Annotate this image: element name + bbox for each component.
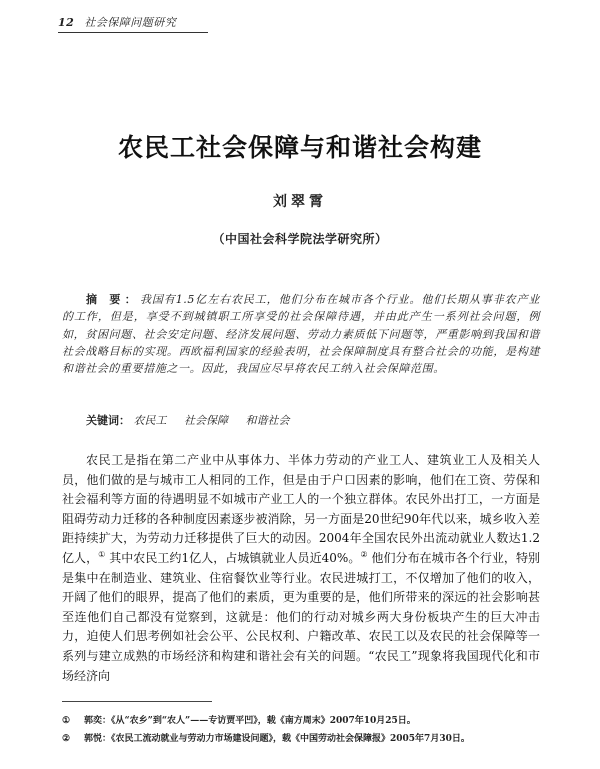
footnote [62,731,542,744]
footnote-text: 郭悦：《农民工流动就业与劳动力市场建设问题》，载《中国劳动社会保障报》2005年7月30日。 [84,734,470,744]
body-text-part1: 农民工是指在第二产业中从事体力、半体力劳动的产业工人、建筑业工人及相关人员，他们做的是与城市工人相同的工作，但是由于户口因素的影响，他们在工资、劳保和社会福利等方面的待遇明显不如城市产业工人的一个独立群体。农民外出打工，一方面是阻碍劳动力迁移的各种制度因素逐步被消除，另一方面是20世纪90年代以来，城乡收入差距持续扩大，为劳动力迁移提供了巨大的动因。2004年全国农民外出流动就业人数达1.2亿人， [62,453,540,565]
body-paragraph [62,451,540,686]
author-affiliation: （中国社会科学院法学研究所） [212,232,388,246]
keywords-label: 关键词： [86,414,130,427]
abstract [62,291,540,377]
abstract-text: 我国有1.5亿左右农民工，他们分布在城市各个行业。他们长期从事非农产业的工作，但是，享受不到城镇职工所享受的社会保障待遇，并由此产生一系列社会问题，例如，贫困问题、社会安定问题、经济发展问题、劳动力素质低下问题等，严重影响到我国和谐社会战略目标的实现。西欧福利国家的经验表明，社会保障制度具有整合社会的功能，是构建和谐社会的重要措施之一。因此，我国应尽早将农民工纳入社会保障范围。 [62,293,540,376]
author-name: 刘翠霄 [273,194,327,210]
body-text-part3: 他们分布在城市各个行业，特别是集中在制造业、建筑业、住宿餐饮业等行业。农民进城打工，不仅增加了他们的收入，开阔了他们的眼界，提高了他们的素质，更为重要的是，他们所带来的深远的社会影响甚至连他们自己都没有觉察到，这就是：他们的行动对城乡两大身份板块产生的巨大冲击力，迫使人们思考例如社会公平、公民权利、户籍改革、农民工以及农民的社会保障等一系列与建立成熟的市场经济和构建和谐社会有关的问题。“农民工”现象将我国现代化和市场经济向 [62,550,541,683]
keyword-item: 社会保障 [184,414,228,427]
running-header [58,14,208,33]
keyword-item: 和谐社会 [245,414,290,427]
page-number: 12 [58,16,75,29]
paper-title: 农民工社会保障与和谐社会构建 [117,133,482,162]
footnote-mark: ① [62,716,71,726]
footnote-mark: ② [62,734,71,744]
footnote-divider [62,701,212,702]
abstract-label: 摘 要： [86,293,141,306]
journal-name: 社会保障问题研究 [84,16,177,29]
footnote-text: 郭奕：《从“农乡”到“农人”——专访贾平凹》，载《南方周末》2007年10月25日。 [84,716,416,726]
footnote-ref-1[interactable]: ① [98,549,106,559]
footnote-ref-2[interactable]: ② [360,549,368,559]
keywords [86,412,540,428]
footnote [62,713,542,726]
keyword-item: 农民工 [133,414,167,427]
body-text-part2: 其中农民工约1亿人，占城镇就业人员近40%。 [105,550,361,565]
